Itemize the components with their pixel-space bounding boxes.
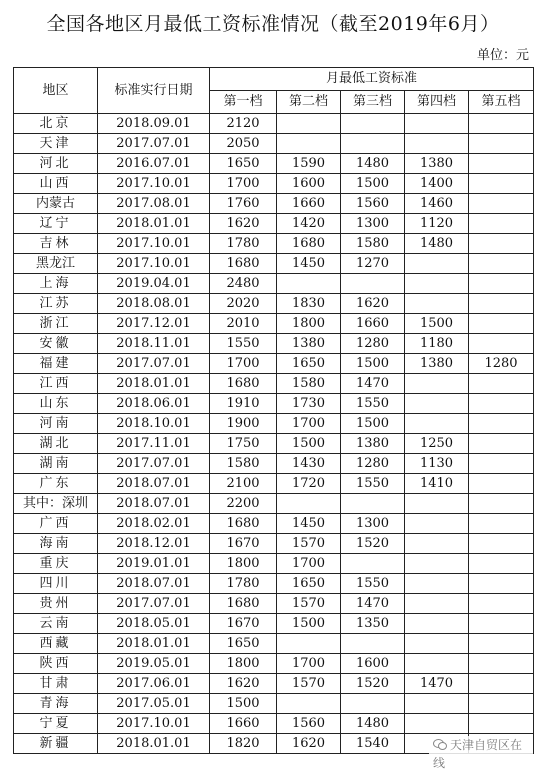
date-cell: 2017.10.01 (98, 174, 210, 194)
tier-1-cell: 1670 (210, 534, 277, 554)
date-cell: 2018.02.01 (98, 514, 210, 534)
tier-4-cell (405, 654, 469, 674)
tier-1-cell: 1910 (210, 394, 277, 414)
date-cell: 2018.01.01 (98, 634, 210, 654)
tier-5-cell (469, 534, 534, 554)
date-cell: 2017.07.01 (98, 594, 210, 614)
tier-2-cell (277, 134, 341, 154)
table-row (14, 554, 534, 574)
tier-1-cell: 2020 (210, 294, 277, 314)
date-cell: 2018.01.01 (98, 734, 210, 754)
tier-1-cell: 1780 (210, 234, 277, 254)
tier-1-cell: 1660 (210, 714, 277, 734)
date-cell: 2019.05.01 (98, 654, 210, 674)
tier-4-cell: 1400 (405, 174, 469, 194)
region-cell: 江西 (14, 374, 98, 394)
header-tier-3: 第三档 (341, 91, 405, 114)
tier-2-cell (277, 634, 341, 654)
tier-3-cell: 1380 (341, 434, 405, 454)
tier-2-cell (277, 114, 341, 134)
table-row (14, 454, 534, 474)
tier-1-cell: 1760 (210, 194, 277, 214)
tier-2-cell: 1700 (277, 654, 341, 674)
table-row (14, 354, 534, 374)
tier-2-cell: 1660 (277, 194, 341, 214)
region-cell: 浙江 (14, 314, 98, 334)
tier-4-cell (405, 134, 469, 154)
table-row (14, 114, 534, 134)
tier-3-cell: 1660 (341, 314, 405, 334)
date-cell: 2017.08.01 (98, 194, 210, 214)
tier-2-cell: 1620 (277, 734, 341, 754)
tier-4-cell: 1500 (405, 314, 469, 334)
tier-5-cell (469, 594, 534, 614)
tier-1-cell: 1750 (210, 434, 277, 454)
unit-label: 单位：元 (476, 48, 529, 63)
tier-4-cell (405, 634, 469, 654)
header-region: 地区 (14, 68, 98, 114)
tier-2-cell: 1570 (277, 674, 341, 694)
tier-3-cell (341, 634, 405, 654)
header-date: 标准实行日期 (98, 68, 210, 114)
tier-3-cell: 1470 (341, 594, 405, 614)
tier-3-cell: 1520 (341, 674, 405, 694)
tier-4-cell: 1470 (405, 674, 469, 694)
tier-5-cell (469, 554, 534, 574)
tier-5-cell (469, 334, 534, 354)
table-row (14, 314, 534, 334)
tier-5-cell (469, 674, 534, 694)
tier-4-cell (405, 394, 469, 414)
table-row (14, 514, 534, 534)
tier-2-cell: 1700 (277, 554, 341, 574)
date-cell: 2019.04.01 (98, 274, 210, 294)
tier-2-cell: 1730 (277, 394, 341, 414)
tier-5-cell (469, 134, 534, 154)
tier-4-cell: 1480 (405, 234, 469, 254)
header-tier-4: 第四档 (405, 91, 469, 114)
region-cell: 辽宁 (14, 214, 98, 234)
tier-4-cell (405, 554, 469, 574)
tier-1-cell: 2200 (210, 494, 277, 514)
date-cell: 2017.07.01 (98, 454, 210, 474)
date-cell: 2018.01.01 (98, 214, 210, 234)
date-cell: 2016.07.01 (98, 154, 210, 174)
tier-3-cell: 1500 (341, 414, 405, 434)
tier-5-cell (469, 254, 534, 274)
tier-2-cell: 1580 (277, 374, 341, 394)
tier-4-cell (405, 694, 469, 714)
watermark (429, 736, 533, 770)
tier-5-cell (469, 474, 534, 494)
date-cell: 2017.06.01 (98, 674, 210, 694)
tier-1-cell: 1700 (210, 174, 277, 194)
tier-1-cell: 2480 (210, 274, 277, 294)
tier-3-cell: 1280 (341, 454, 405, 474)
tier-1-cell: 2100 (210, 474, 277, 494)
tier-2-cell: 1600 (277, 174, 341, 194)
tier-5-cell (469, 194, 534, 214)
wechat-icon (433, 739, 447, 750)
tier-3-cell: 1500 (341, 174, 405, 194)
date-cell: 2018.12.01 (98, 534, 210, 554)
table-row (14, 534, 534, 554)
tier-2-cell: 1680 (277, 234, 341, 254)
table-row (14, 334, 534, 354)
region-cell: 湖南 (14, 454, 98, 474)
table-row (14, 194, 534, 214)
tier-1-cell: 1680 (210, 594, 277, 614)
tier-2-cell: 1500 (277, 434, 341, 454)
tier-2-cell: 1420 (277, 214, 341, 234)
tier-3-cell: 1620 (341, 294, 405, 314)
table-body (14, 114, 534, 754)
tier-3-cell: 1280 (341, 334, 405, 354)
region-cell: 安徽 (14, 334, 98, 354)
tier-3-cell: 1480 (341, 154, 405, 174)
tier-4-cell: 1250 (405, 434, 469, 454)
tier-4-cell (405, 514, 469, 534)
tier-4-cell (405, 374, 469, 394)
region-cell: 甘肃 (14, 674, 98, 694)
tier-1-cell: 2050 (210, 134, 277, 154)
date-cell: 2018.07.01 (98, 474, 210, 494)
tier-3-cell: 1550 (341, 394, 405, 414)
region-cell: 山东 (14, 394, 98, 414)
region-cell: 云南 (14, 614, 98, 634)
page-title: 全国各地区月最低工资标准情况（截至2019年6月） (46, 13, 500, 35)
tier-4-cell (405, 414, 469, 434)
tier-1-cell: 1800 (210, 654, 277, 674)
header-row (14, 68, 534, 91)
table-row (14, 154, 534, 174)
tier-3-cell: 1350 (341, 614, 405, 634)
date-cell: 2017.07.01 (98, 354, 210, 374)
region-cell: 广东 (14, 474, 98, 494)
table-row (14, 374, 534, 394)
tier-5-cell (469, 714, 534, 734)
table-row (14, 394, 534, 414)
tier-5-cell (469, 214, 534, 234)
tier-1-cell: 2010 (210, 314, 277, 334)
region-cell: 宁夏 (14, 714, 98, 734)
tier-3-cell: 1550 (341, 474, 405, 494)
tier-1-cell: 1500 (210, 694, 277, 714)
tier-3-cell: 1480 (341, 714, 405, 734)
tier-1-cell: 1650 (210, 634, 277, 654)
tier-4-cell: 1410 (405, 474, 469, 494)
tier-4-cell (405, 614, 469, 634)
header-tier-1: 第一档 (210, 91, 277, 114)
tier-2-cell: 1450 (277, 514, 341, 534)
header-tier-5: 第五档 (469, 91, 534, 114)
date-cell: 2017.10.01 (98, 234, 210, 254)
date-cell: 2019.01.01 (98, 554, 210, 574)
tier-1-cell: 1550 (210, 334, 277, 354)
date-cell: 2018.07.01 (98, 494, 210, 514)
tier-5-cell (469, 654, 534, 674)
table-row (14, 674, 534, 694)
tier-1-cell: 1800 (210, 554, 277, 574)
table-row (14, 494, 534, 514)
region-cell: 重庆 (14, 554, 98, 574)
tier-4-cell (405, 274, 469, 294)
tier-2-cell: 1650 (277, 574, 341, 594)
table-row (14, 134, 534, 154)
region-cell: 新疆 (14, 734, 98, 754)
date-cell: 2018.11.01 (98, 334, 210, 354)
date-cell: 2017.12.01 (98, 314, 210, 334)
region-cell: 陕西 (14, 654, 98, 674)
tier-4-cell (405, 294, 469, 314)
region-cell: 西藏 (14, 634, 98, 654)
tier-2-cell: 1560 (277, 714, 341, 734)
tier-4-cell (405, 714, 469, 734)
region-cell: 海南 (14, 534, 98, 554)
table-row (14, 234, 534, 254)
date-cell: 2018.05.01 (98, 614, 210, 634)
tier-5-cell (469, 514, 534, 534)
date-cell: 2018.01.01 (98, 374, 210, 394)
tier-2-cell: 1570 (277, 534, 341, 554)
header-tier-2: 第二档 (277, 91, 341, 114)
tier-4-cell: 1180 (405, 334, 469, 354)
tier-3-cell: 1600 (341, 654, 405, 674)
tier-5-cell (469, 374, 534, 394)
region-cell: 其中：深圳 (14, 494, 98, 514)
date-cell: 2018.06.01 (98, 394, 210, 414)
tier-1-cell: 1620 (210, 674, 277, 694)
table-row (14, 214, 534, 234)
region-cell: 吉林 (14, 234, 98, 254)
tier-1-cell: 1670 (210, 614, 277, 634)
tier-1-cell: 1580 (210, 454, 277, 474)
date-cell: 2017.10.01 (98, 714, 210, 734)
tier-1-cell: 1680 (210, 254, 277, 274)
tier-4-cell (405, 494, 469, 514)
tier-3-cell: 1580 (341, 234, 405, 254)
tier-4-cell (405, 534, 469, 554)
date-cell: 2018.08.01 (98, 294, 210, 314)
tier-2-cell: 1450 (277, 254, 341, 274)
tier-5-cell (469, 114, 534, 134)
table-row (14, 614, 534, 634)
table-row (14, 714, 534, 734)
region-cell: 青海 (14, 694, 98, 714)
region-cell: 山西 (14, 174, 98, 194)
tier-3-cell (341, 554, 405, 574)
tier-3-cell (341, 494, 405, 514)
min-wage-table (13, 67, 534, 754)
date-cell: 2017.10.01 (98, 254, 210, 274)
tier-2-cell: 1430 (277, 454, 341, 474)
tier-5-cell (469, 574, 534, 594)
tier-5-cell (469, 154, 534, 174)
tier-4-cell: 1120 (405, 214, 469, 234)
tier-3-cell: 1270 (341, 254, 405, 274)
date-cell: 2017.05.01 (98, 694, 210, 714)
tier-3-cell (341, 114, 405, 134)
tier-2-cell (277, 274, 341, 294)
region-cell: 贵州 (14, 594, 98, 614)
tier-5-cell (469, 234, 534, 254)
region-cell: 内蒙古 (14, 194, 98, 214)
table-row (14, 474, 534, 494)
tier-5-cell (469, 434, 534, 454)
tier-4-cell (405, 254, 469, 274)
region-cell: 河南 (14, 414, 98, 434)
tier-1-cell: 1780 (210, 574, 277, 594)
table-row (14, 254, 534, 274)
region-cell: 江苏 (14, 294, 98, 314)
tier-3-cell: 1500 (341, 354, 405, 374)
tier-1-cell: 1820 (210, 734, 277, 754)
tier-2-cell: 1800 (277, 314, 341, 334)
table-row (14, 594, 534, 614)
tier-5-cell (469, 294, 534, 314)
region-cell: 四川 (14, 574, 98, 594)
tier-4-cell: 1380 (405, 354, 469, 374)
tier-4-cell (405, 574, 469, 594)
region-cell: 天津 (14, 134, 98, 154)
tier-2-cell: 1500 (277, 614, 341, 634)
region-cell: 河北 (14, 154, 98, 174)
tier-4-cell (405, 594, 469, 614)
table-row (14, 654, 534, 674)
table-row (14, 294, 534, 314)
tier-5-cell (469, 394, 534, 414)
region-cell: 福建 (14, 354, 98, 374)
tier-3-cell: 1540 (341, 734, 405, 754)
date-cell: 2017.07.01 (98, 134, 210, 154)
date-cell: 2018.07.01 (98, 574, 210, 594)
date-cell: 2018.09.01 (98, 114, 210, 134)
tier-5-cell (469, 414, 534, 434)
tier-2-cell: 1650 (277, 354, 341, 374)
tier-2-cell: 1830 (277, 294, 341, 314)
tier-5-cell (469, 634, 534, 654)
tier-4-cell: 1130 (405, 454, 469, 474)
tier-4-cell (405, 114, 469, 134)
table-row (14, 574, 534, 594)
tier-2-cell: 1570 (277, 594, 341, 614)
tier-5-cell (469, 314, 534, 334)
tier-1-cell: 1680 (210, 514, 277, 534)
table-row (14, 634, 534, 654)
tier-1-cell: 1700 (210, 354, 277, 374)
tier-3-cell (341, 274, 405, 294)
tier-1-cell: 2120 (210, 114, 277, 134)
table-row (14, 434, 534, 454)
region-cell: 北京 (14, 114, 98, 134)
tier-2-cell: 1590 (277, 154, 341, 174)
tier-3-cell: 1300 (341, 514, 405, 534)
tier-5-cell (469, 454, 534, 474)
table-row (14, 274, 534, 294)
tier-2-cell: 1720 (277, 474, 341, 494)
tier-2-cell (277, 694, 341, 714)
region-cell: 上海 (14, 274, 98, 294)
tier-3-cell: 1300 (341, 214, 405, 234)
tier-3-cell (341, 694, 405, 714)
tier-2-cell (277, 494, 341, 514)
table-row (14, 414, 534, 434)
tier-4-cell: 1380 (405, 154, 469, 174)
tier-2-cell: 1380 (277, 334, 341, 354)
tier-5-cell (469, 174, 534, 194)
tier-5-cell (469, 274, 534, 294)
table-row (14, 694, 534, 714)
tier-5-cell (469, 694, 534, 714)
tier-3-cell: 1520 (341, 534, 405, 554)
header-standard: 月最低工资标准 (210, 68, 534, 91)
date-cell: 2018.10.01 (98, 414, 210, 434)
tier-3-cell: 1470 (341, 374, 405, 394)
tier-3-cell (341, 134, 405, 154)
region-cell: 广西 (14, 514, 98, 534)
date-cell: 2017.11.01 (98, 434, 210, 454)
tier-3-cell: 1550 (341, 574, 405, 594)
tier-5-cell (469, 614, 534, 634)
region-cell: 黑龙江 (14, 254, 98, 274)
tier-5-cell: 1280 (469, 354, 534, 374)
tier-1-cell: 1900 (210, 414, 277, 434)
tier-1-cell: 1650 (210, 154, 277, 174)
tier-4-cell: 1460 (405, 194, 469, 214)
tier-1-cell: 1680 (210, 374, 277, 394)
tier-1-cell: 1620 (210, 214, 277, 234)
region-cell: 湖北 (14, 434, 98, 454)
tier-3-cell: 1560 (341, 194, 405, 214)
table-row (14, 174, 534, 194)
tier-5-cell (469, 494, 534, 514)
watermark-text: 天津自贸区在线 (433, 738, 523, 770)
tier-2-cell: 1700 (277, 414, 341, 434)
